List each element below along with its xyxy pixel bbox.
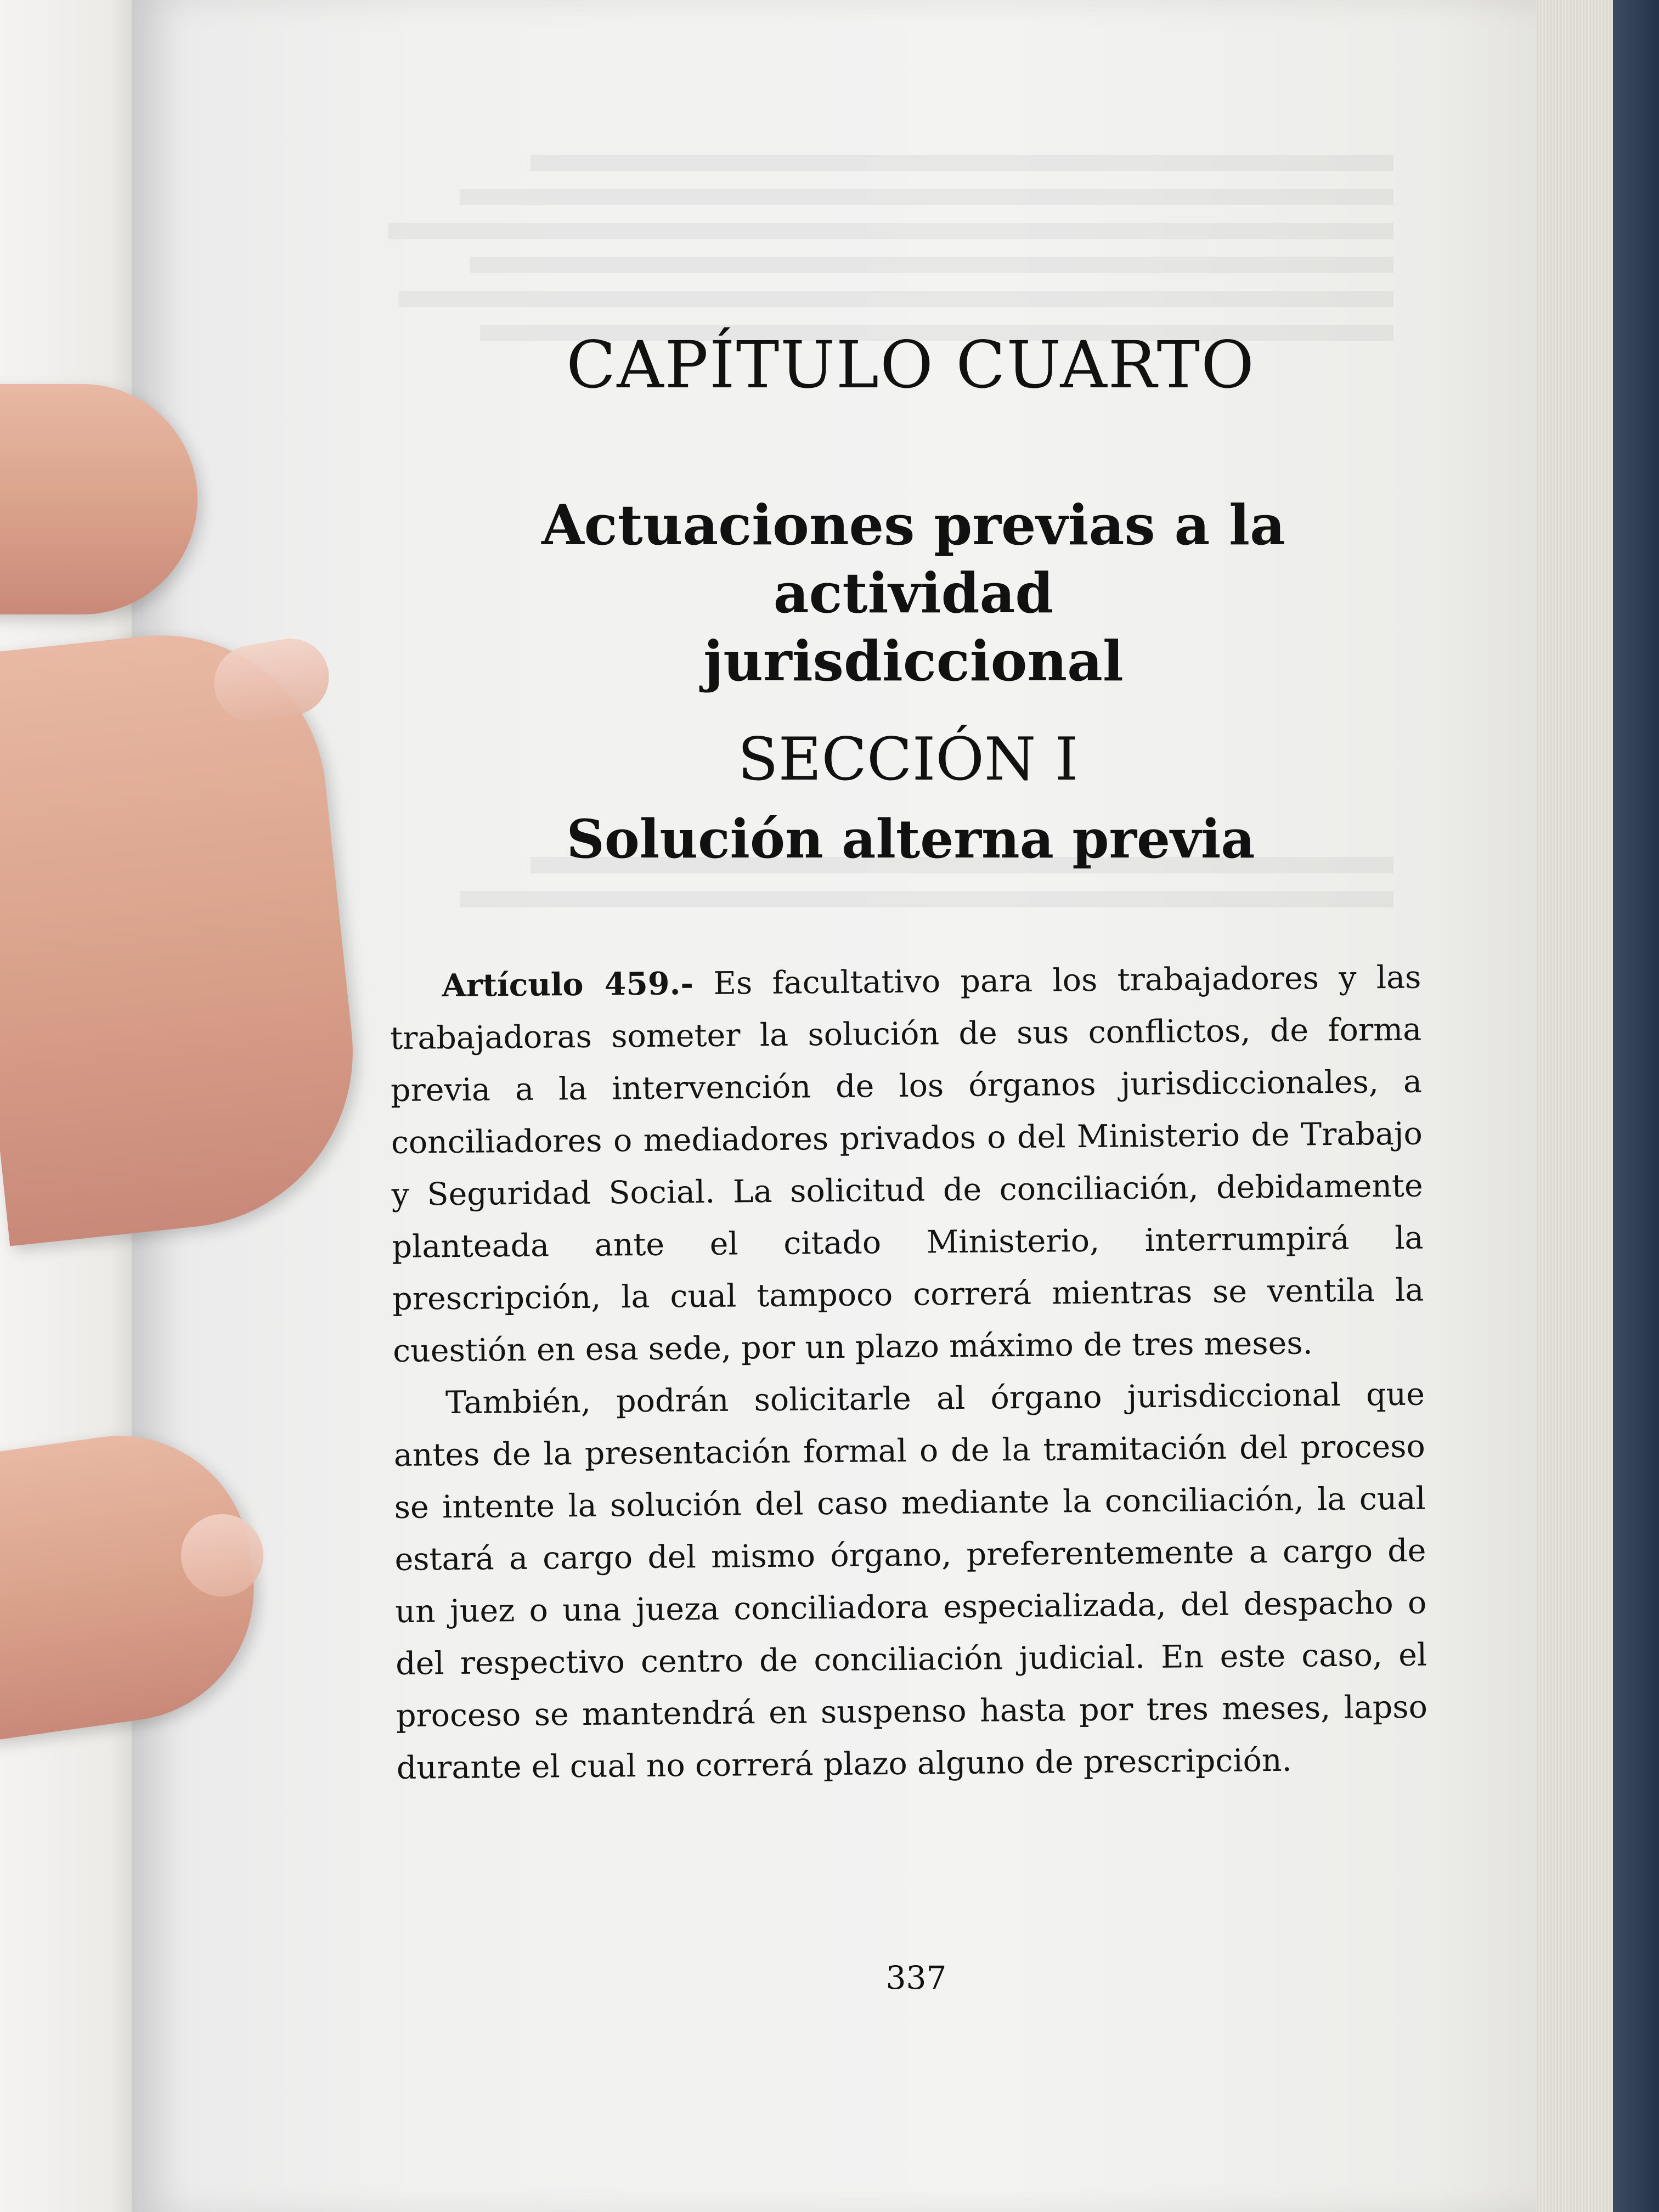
section-subtitle: Solución alterna previa — [566, 808, 1255, 870]
chapter-subtitle-line: jurisdiccional — [703, 629, 1124, 693]
show-through-line — [470, 257, 1394, 273]
paragraph-text: También, podrán solicitarle al órgano jurisdiccional que antes de la presentación formal o de la tramitación del proceso se intente la solución del caso mediante la conciliación, la cual estará a cargo del mismo órgano, preferentemente a cargo de un juez o una jueza conciliadora especializada, del despacho o del respectivo centro de conciliación judicial. En este caso, el proceso se mantendrá en suspenso hasta por tres meses, lapso durante el cual no correrá plazo alguno de prescripción. — [393, 1376, 1428, 1786]
page-edges — [1536, 0, 1613, 2212]
page-number: 337 — [885, 1959, 947, 1996]
paragraph-text: Es facultativo para los trabajadores y las trabajadoras someter la solución de sus conflictos, de forma previa a la intervención de los órganos jurisdiccionales, a conciliadores o mediadores privados o del Ministerio de Trabajo y Seguridad Social. La solicitud de conciliación, debidamente planteada ante el citado Ministerio, interrumpirá la prescripción, la cual tampoco correrá mientras se ventila la cuestión en esa sede, por un plazo máximo de tres meses. — [390, 959, 1424, 1369]
show-through-line — [531, 155, 1394, 171]
chapter-subtitle — [406, 491, 1421, 695]
show-through-line — [399, 291, 1393, 307]
show-through-line — [460, 891, 1393, 907]
book-cover-edge — [1613, 0, 1659, 2212]
chapter-title: CAPÍTULO CUARTO — [566, 327, 1255, 403]
chapter-subtitle-line: Actuaciones previas a la actividad — [541, 493, 1285, 625]
show-through-line — [389, 223, 1394, 239]
section-title: SECCIÓN I — [737, 725, 1079, 794]
article-label: Artículo 459.- — [442, 965, 694, 1005]
article-paragraph — [393, 1369, 1429, 1795]
article-body — [390, 951, 1428, 1795]
article-paragraph — [390, 951, 1425, 1378]
show-through-text — [379, 137, 1393, 455]
show-through-line — [460, 189, 1393, 205]
